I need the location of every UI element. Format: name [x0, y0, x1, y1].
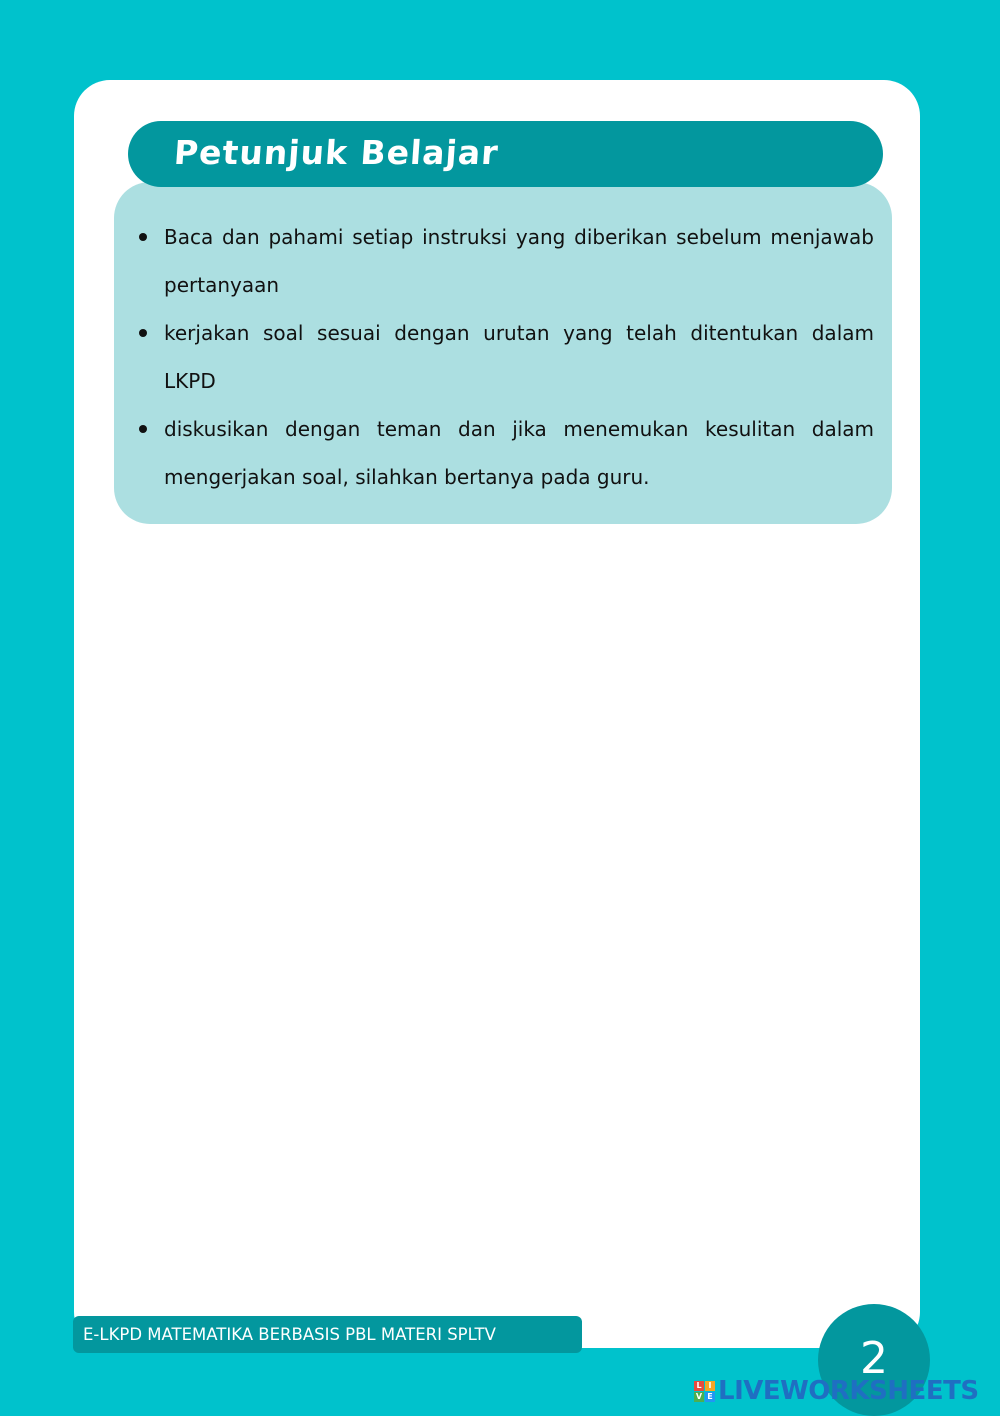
list-item: [134, 405, 874, 501]
title-banner: [128, 121, 883, 187]
list-item: [134, 213, 874, 309]
logo-letter: E: [705, 1392, 715, 1402]
instruction-text: Baca dan pahami setiap instruksi yang diberikan sebelum menjawab pertanyaan: [164, 225, 874, 297]
instruction-text: diskusikan dengan teman dan jika menemukan kesulitan dalam mengerjakan soal, silahkan bertanya pada guru.: [164, 417, 874, 489]
footer-label: [73, 1316, 582, 1353]
liveworksheets-watermark[interactable]: [694, 1374, 979, 1408]
page-number: 2: [860, 1333, 888, 1384]
bullet-icon: [139, 233, 147, 241]
instruction-list: [134, 213, 874, 501]
logo-letter: V: [695, 1391, 703, 1401]
logo-letter: L: [694, 1381, 704, 1391]
page-title: Petunjuk Belajar: [172, 133, 500, 172]
list-item: [134, 309, 874, 405]
watermark-text: LIVEWORKSHEETS: [718, 1376, 979, 1406]
logo-letter: I: [705, 1381, 715, 1391]
footer-text: E-LKPD MATEMATIKA BERBASIS PBL MATERI SPLTV: [83, 1325, 496, 1344]
bullet-icon: [139, 329, 147, 337]
liveworksheets-logo-icon: [694, 1381, 715, 1402]
bullet-icon: [139, 425, 147, 433]
instruction-text: kerjakan soal sesuai dengan urutan yang telah ditentukan dalam LKPD: [164, 321, 874, 393]
